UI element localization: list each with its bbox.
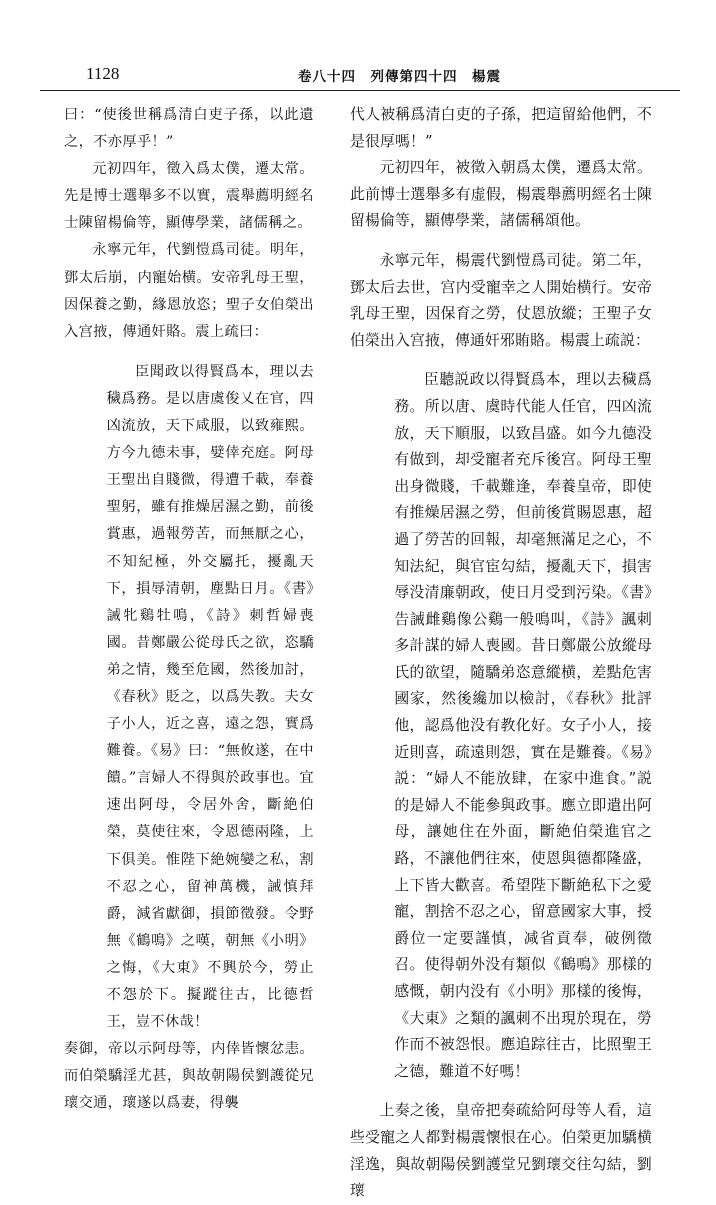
modern-memorial-quote: 臣聽説政以得賢爲本，理以去穢爲務。所以唐、虞時代能人任官，四凶流放，天下順服，以致昌盛。如今九德没有做到，却受寵者充斥後宫。阿母王聖出身微賤，千載難逢，奉養皇帝，即使有推燥居濕之勞，但前後賞賜恩惠，超過了勞苦的回報，却毫無滿足之心，不知法紀，與官宦勾結，擾亂天下，損害辱没清廉朝政，使日月受到污染。《書》告誡雌鷄像公鷄一般鳴叫，《詩》諷刺多計謀的婦人喪國。昔日鄭嚴公放縱母氏的欲望，隨驕弟恣意縱横，差點危害國家，然後纔加以檢討，《春秋》批評他，認爲他没有教化好。女子小人，接近則喜，疏遠則怨，實在是難養。《易》説：“婦人不能放肆，在家中進食。”説的是婦人不能參與政事。應立即遣出阿母，讓她住在外面，斷絶伯榮進官之路，不讓他們往來，使恩與德都隆盛，上下皆大歡喜。希望陛下斷絶私下之愛寵，割捨不忍之心，留意國家大事，授爵位一定要謹慎，减省貢奉，破例徵召。使得朝外没有類似《鶴鳴》那樣的感慨，朝内没有《小明》那樣的後悔，《大東》之類的諷刺不出現於現在，勞作而不被怨恨。應追踪往古，比照聖王之德，難道不好嗎！ bbox=[394, 371, 652, 1080]
modern-translation-column bbox=[350, 102, 652, 1200]
classical-paragraph-3: 永寧元年，代劉愷爲司徒。明年，鄧太后崩，内寵始横。安帝乳母王聖，因保養之勤，緣恩放恣；聖子女伯榮出入宫掖，傳通奸賂。震上疏曰： bbox=[64, 242, 314, 340]
page-header bbox=[40, 60, 680, 91]
classical-memorial-quote: 臣聞政以得賢爲本，理以去穢爲務。是以唐虞俊乂在官，四凶流放，天下咸服，以致雍熙。方今九德未事，嬖倖充庭。阿母王聖出自賤微，得遭千載，奉養聖躬，雖有推燥居濕之勤，前後賞惠，過報勞苦，而無厭之心，不知紀極，外交屬托，擾亂天下，損辱清朝，塵點日月。《書》誡牝鷄牡鳴，《詩》刺哲婦喪國。昔鄭嚴公從母氏之欲，恣驕弟之情，幾至危國，然後加討，《春秋》貶之，以爲失教。夫女子小人，近之喜，遠之怨，實爲難養。《易》曰：“無攸遂，在中饋。”言婦人不得與於政事也。宜速出阿母，令居外舍，斷絶伯榮，莫使往來，令恩德兩隆，上下俱美。惟陛下絶婉孌之私，割不忍之心，留神萬機，誡慎拜爵，減省獻御，損節徵發。令野無《鶴鳴》之嘆，朝無《小明》之悔，《大東》不興於今，勞止不怨於下。擬蹤往古，比德哲王，豈不休哉！ bbox=[106, 363, 314, 1031]
modern-paragraph-2: 元初四年，被徵入朝爲太僕，遷爲太常。此前博士選舉多有虚假，楊震舉薦明經名士陳留楊倫等，顯傳學業，諸儒稱頌他。 bbox=[350, 159, 652, 230]
classical-text-column bbox=[64, 102, 314, 1112]
classical-paragraph-1: 曰：“使後世稱爲清白吏子孫，以此遺之，不亦厚乎！” bbox=[64, 107, 314, 151]
modern-paragraph-3: 永寧元年，楊震代劉愷爲司徒。第二年，鄧太后去世，宫内受寵幸之人開始横行。安帝乳母王聖，因保育之勞，仗恩放縱；王聖子女伯榮出入宫掖，傳通奸邪賄賂。楊震上疏説： bbox=[350, 251, 652, 349]
classical-paragraph-5: 奏御，帝以示阿母等，内倖皆懷忿恚。而伯榮驕淫尤甚，與故朝陽侯劉護從兄瓌交通，瓌遂以爲妻，得襲 bbox=[64, 1041, 314, 1112]
running-head: 卷八十四 列傳第四十四 楊震 bbox=[298, 69, 501, 85]
modern-paragraph-1: 代人被稱爲清白吏的子孫，把這留給他們，不是很厚嗎！” bbox=[350, 106, 652, 150]
page-number: 1128 bbox=[86, 64, 120, 83]
classical-paragraph-2: 元初四年，徵入爲太僕，遷太常。先是博士選舉多不以實，震舉薦明經名士陳留楊倫等，顯傳學業，諸儒稱之。 bbox=[64, 161, 314, 232]
modern-paragraph-5: 上奏之後，皇帝把奏疏給阿母等人看，這些受寵之人都對楊震懷恨在心。伯榮更加驕横淫逸，與故朝陽侯劉護堂兄劉瓌交往勾結，劉瓌 bbox=[350, 1102, 652, 1200]
